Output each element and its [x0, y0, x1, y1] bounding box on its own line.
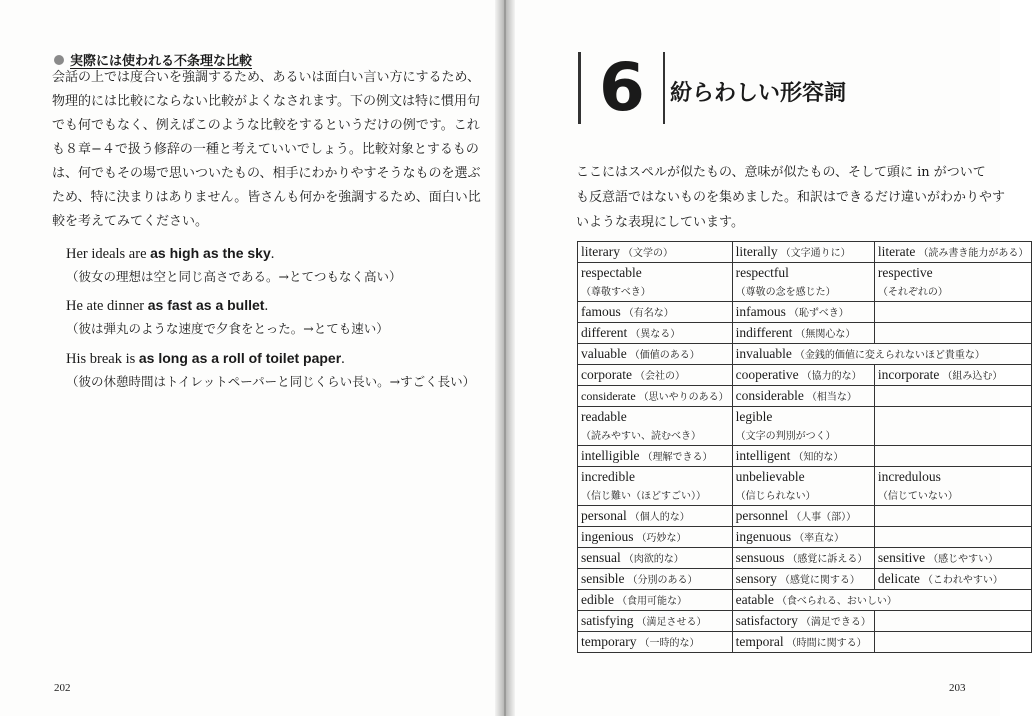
example-english	[66, 244, 446, 263]
table-cell	[732, 344, 1032, 365]
vocab-meaning: （時間に関する）	[786, 638, 867, 649]
example-plain-text: Her ideals are	[66, 246, 151, 262]
table-cell	[874, 527, 1031, 548]
table-cell	[578, 569, 733, 590]
example-bold-text: as high as the sky	[150, 245, 271, 261]
vocab-word: ingenious	[581, 529, 634, 544]
example-translation: （彼の休憩時間はトイレットペーパーと同じくらい長い。→すごく長い）	[66, 374, 476, 389]
vocab-word: incredible	[581, 469, 635, 484]
intro-line: ここにはスペルが似たもの、意味が似たもの、そして頭に in がついて	[576, 165, 986, 180]
bullet-icon	[54, 55, 64, 65]
vocab-meaning: （金銭的価値に変えられないほど貴重な）	[794, 350, 985, 361]
example-english	[66, 296, 446, 315]
vocab-word: different	[581, 325, 628, 340]
chapter-number-box	[578, 49, 665, 126]
table-cell	[874, 242, 1031, 263]
vocab-meaning: （相当な）	[806, 392, 857, 403]
table-cell	[578, 365, 733, 386]
table-row	[578, 590, 1032, 611]
vocab-word: sensual	[581, 550, 621, 565]
vocab-meaning: （信じていない）	[877, 491, 958, 502]
vocab-meaning: （信じ難い（ほどすごい））	[581, 491, 706, 502]
vocab-meaning: （尊敬の念を感じた）	[735, 287, 836, 298]
vocab-word: sensory	[735, 571, 777, 586]
table-row	[578, 263, 1032, 302]
vocab-meaning: （異なる）	[630, 329, 681, 340]
vocab-word: ingenuous	[735, 529, 792, 544]
table-row	[578, 344, 1032, 365]
example-translation: （彼女の理想は空と同じ高さである。→とてつもなく高い）	[66, 269, 402, 284]
example-block	[66, 244, 446, 287]
vocab-meaning: （恥ずべき）	[788, 308, 849, 319]
table-cell	[874, 302, 1031, 323]
vocab-meaning: （感覚に訴える）	[787, 554, 868, 565]
page-number-right: 203	[949, 682, 966, 694]
vocab-meaning: （信じられない）	[735, 491, 816, 502]
vocab-meaning: （こわれやすい）	[922, 575, 1003, 586]
vocabulary-table	[577, 241, 1032, 653]
vocab-word: invaluable	[735, 346, 792, 361]
table-cell	[732, 365, 874, 386]
chapter-number: 6	[599, 49, 645, 126]
vocab-word: intelligent	[735, 448, 791, 463]
vocab-word: personnel	[735, 508, 789, 523]
table-cell	[874, 506, 1031, 527]
table-cell	[732, 386, 874, 407]
vocab-word: valuable	[581, 346, 627, 361]
table-cell	[578, 323, 733, 344]
table-cell	[732, 407, 874, 446]
vocab-word: sensuous	[735, 550, 785, 565]
table-row	[578, 446, 1032, 467]
table-cell	[732, 611, 874, 632]
table-cell	[874, 386, 1031, 407]
vocab-word: respectful	[735, 265, 789, 280]
vocab-word: temporary	[581, 634, 637, 649]
table-cell	[578, 242, 733, 263]
table-cell	[874, 548, 1031, 569]
table-cell	[874, 263, 1031, 302]
vocab-meaning: （理解できる）	[642, 452, 713, 463]
table-row	[578, 323, 1032, 344]
vocab-word: respective	[877, 265, 933, 280]
table-row	[578, 302, 1032, 323]
example-end-text: .	[341, 351, 345, 367]
vocab-meaning: （文字の判別がつく）	[735, 431, 836, 442]
example-end-text: .	[270, 246, 275, 262]
table-cell	[732, 302, 874, 323]
vocab-meaning: （価値のある）	[629, 350, 700, 361]
table-row	[578, 407, 1032, 446]
table-cell	[732, 242, 874, 263]
table-row	[578, 569, 1032, 590]
vocab-word: intelligible	[581, 448, 640, 463]
vocab-meaning: （満足させる）	[636, 617, 707, 628]
table-cell	[578, 632, 733, 653]
vocab-word: infamous	[735, 304, 786, 319]
table-cell	[732, 548, 874, 569]
example-bold-text: as fast as a bullet	[147, 297, 265, 313]
table-cell	[874, 407, 1031, 446]
table-cell	[578, 590, 733, 611]
table-row	[578, 386, 1032, 407]
table-cell	[578, 611, 733, 632]
vocab-meaning: （無関心な）	[795, 329, 856, 340]
vocab-word: cooperative	[735, 367, 799, 382]
table-cell	[578, 446, 733, 467]
vocab-meaning: （文字通りに）	[780, 248, 851, 259]
table-cell	[578, 344, 733, 365]
example-end-text: .	[264, 298, 269, 314]
vocab-word: considerable	[735, 388, 804, 403]
vocab-word: eatable	[735, 592, 774, 607]
vocab-word: delicate	[877, 571, 920, 586]
vocab-word: corporate	[581, 367, 632, 382]
table-row	[578, 548, 1032, 569]
section-title: 実際には使われる不条理な比較	[70, 54, 253, 69]
vocab-word: incredulous	[877, 469, 941, 484]
vocab-word: indifferent	[735, 325, 793, 340]
vocab-word: temporal	[735, 634, 784, 649]
example-translation: （彼は弾丸のような速度で夕食をとった。→とても速い）	[66, 321, 389, 336]
vocab-meaning: （読みやすい、読むべき）	[581, 431, 701, 442]
vocab-meaning: （尊敬すべき）	[581, 287, 651, 298]
table-cell	[578, 467, 733, 506]
table-cell	[578, 506, 733, 527]
table-cell	[874, 446, 1031, 467]
chapter-title: 紛らわしい形容詞	[670, 81, 847, 106]
table-cell	[874, 323, 1031, 344]
vocab-word: considerate	[581, 389, 636, 403]
paragraph-line: ため、特に決まりはありません。皆さんも何かを強調するため、面白い比	[52, 190, 481, 205]
vocab-word: satisfactory	[735, 613, 798, 628]
vocab-meaning: （食用可能な）	[617, 596, 687, 607]
paragraph-line: は、何でもその場で思いついたもの、相手にわかりやすそうなものを選ぶ	[52, 166, 481, 181]
vocab-meaning: （有名な）	[623, 308, 674, 319]
body-paragraph	[52, 66, 481, 234]
vocab-meaning: （食べられる、おいしい）	[776, 596, 897, 607]
vocab-meaning: （個人的な）	[629, 512, 690, 523]
vocab-meaning: （それぞれの）	[877, 287, 948, 298]
example-block	[66, 349, 476, 392]
vocab-word: sensible	[581, 571, 625, 586]
vocab-word: unbelievable	[735, 469, 805, 484]
paragraph-line: 較を考えてみてください。	[52, 214, 209, 229]
table-cell	[578, 302, 733, 323]
vocab-word: edible	[581, 592, 614, 607]
table-cell	[578, 548, 733, 569]
page-number-left: 202	[54, 682, 71, 694]
table-cell	[578, 263, 733, 302]
table-cell	[874, 365, 1031, 386]
vocab-word: satisfying	[581, 613, 634, 628]
vocab-meaning: （分別のある）	[627, 575, 698, 586]
table-cell	[874, 611, 1031, 632]
table-cell	[578, 407, 733, 446]
vocab-meaning: （人事（部））	[791, 512, 857, 523]
vocab-word: personal	[581, 508, 627, 523]
vocab-word: respectable	[581, 265, 642, 280]
table-row	[578, 527, 1032, 548]
table-row	[578, 632, 1032, 653]
vocab-word: literary	[581, 244, 620, 259]
example-plain-text: His break is	[66, 351, 139, 367]
table-cell	[732, 590, 1032, 611]
intro-paragraph	[576, 160, 1006, 235]
vocab-meaning: （満足できる）	[800, 617, 871, 628]
table-cell	[874, 632, 1031, 653]
vocab-meaning: （組み込む）	[942, 371, 1003, 382]
intro-line: いような表現にしています。	[576, 215, 744, 230]
table-cell	[732, 323, 874, 344]
vocab-word: sensitive	[877, 550, 926, 565]
table-row	[578, 506, 1032, 527]
table-cell	[874, 569, 1031, 590]
vocab-meaning: （一時的な）	[639, 638, 700, 649]
vocab-meaning: （感じやすい）	[928, 554, 999, 565]
vocab-meaning: （知的な）	[793, 452, 844, 463]
table-row	[578, 365, 1032, 386]
table-row	[578, 467, 1032, 506]
vocab-word: famous	[581, 304, 621, 319]
paragraph-line: も８章−４で扱う修辞の一種と考えていいでしょう。比較対象とするもの	[52, 142, 479, 157]
example-english	[66, 349, 446, 368]
vocab-meaning: （読み書き能力がある）	[918, 248, 1029, 259]
table-row	[578, 611, 1032, 632]
example-bold-text: as long as a roll of toilet paper	[138, 350, 342, 366]
table-cell	[874, 467, 1031, 506]
vocab-meaning: （文学の）	[622, 248, 673, 259]
paragraph-line: 物理的には比較にならない比較がよくなされます。下の例文は特に慣用句	[52, 94, 480, 109]
vocab-meaning: （会社の）	[634, 371, 685, 382]
vocab-word: literate	[877, 244, 916, 259]
vocab-word: legible	[735, 409, 773, 424]
example-plain-text: He ate dinner	[66, 298, 148, 314]
table-cell	[578, 386, 733, 407]
table-cell	[578, 527, 733, 548]
vocab-meaning: （肉欲的な）	[623, 554, 684, 565]
table-cell	[732, 263, 874, 302]
paragraph-line: でも何でもなく、例えばこのような比較をするというだけの例です。これ	[52, 118, 480, 133]
table-cell	[732, 569, 874, 590]
table-cell	[732, 467, 874, 506]
book-gutter	[495, 0, 515, 716]
table-cell	[732, 632, 874, 653]
vocab-meaning: （思いやりのある）	[638, 392, 729, 403]
table-cell	[732, 527, 874, 548]
vocab-word: literally	[735, 244, 778, 259]
vocab-meaning: （率直な）	[794, 533, 845, 544]
table-row	[578, 242, 1032, 263]
intro-line: も反意語ではないものを集めました。和訳はできるだけ違いがわかりやす	[576, 190, 1006, 205]
vocab-meaning: （協力的な）	[801, 371, 862, 382]
vocab-word: readable	[581, 409, 627, 424]
vocab-meaning: （巧妙な）	[636, 533, 687, 544]
paragraph-line: 会話の上では度合いを強調するため、あるいは面白い言い方にするため、	[52, 70, 480, 85]
example-block	[66, 296, 446, 339]
vocab-word: incorporate	[877, 367, 940, 382]
table-cell	[732, 446, 874, 467]
table-cell	[732, 506, 874, 527]
vocab-meaning: （感覚に関する）	[779, 575, 860, 586]
